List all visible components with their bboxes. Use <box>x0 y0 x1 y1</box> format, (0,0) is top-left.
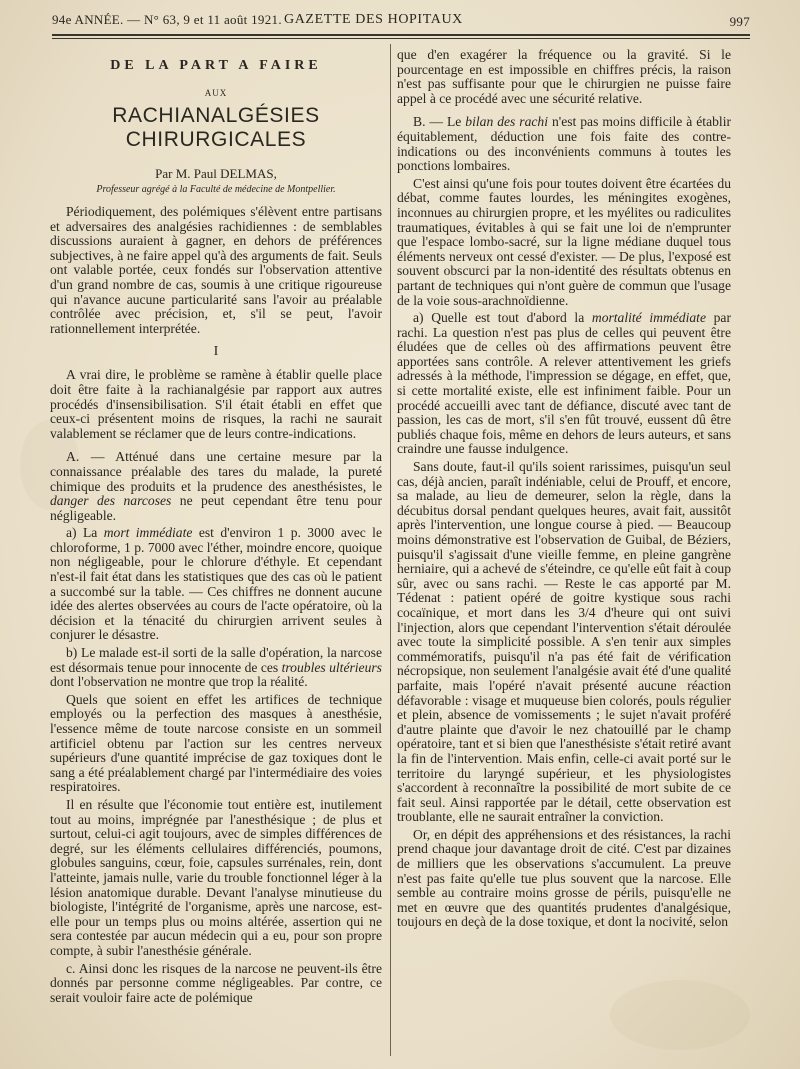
header-rule <box>52 34 750 39</box>
right-column <box>397 48 731 933</box>
article-kicker: DE LA PART A FAIRE <box>110 58 322 73</box>
text-run: n'est pas moins difficile à établir équitablement, déduction une fois faite des contre-indications ou des inconvénients communs à toutes les ponctions lombaires. <box>397 114 731 174</box>
paragraph <box>397 115 731 173</box>
paragraph: c. Ainsi donc les risques de la narcose ne peuvent-ils être donnés par personne comme négligeables. Par contre, ce serait vouloir faire acte de polémique <box>50 960 382 1005</box>
issue-info: 94e ANNÉE. — N° 63, 9 et 11 août 1921. <box>52 12 282 27</box>
text-run: est d'environ 1 p. 3000 avec le chloroforme, 1 p. 7000 avec l'éther, moindre encore, quoique non négligeable, pour le chlorure d'éthyle. Et cependant n'est-il fait état dans les statistiques que des cas où le patient a succombé sur la table. — Ces chiffres ne donnent aucune idée des alertes observées au cours de l'acte opératoire, où la décision et la ténacité du chirurgien arrivent seules à conjurer le désastre. <box>50 525 382 643</box>
paragraph: Sans doute, faut-il qu'ils soient rarissimes, puisqu'un seul cas, déjà ancien, paraît indéniable, celui de Prouff, et encore, sa malade, au lieu de demeurer, selon la règle, dans la décubitus dorsal pendant quelques heures, avait fait, aussitôt après l'intervention, une longue course à pied. — Beaucoup moins démonstrative est l'observation de Guibal, de Béziers, puisqu'il s'agissait d'une vieille femme, en pleine gangrène herniaire, qui a achevé de s'éteindre, ce qu'elle eût fait à coup sûr, avec ou sans rachi. — Reste le cas apporté par M. Tédenat : patient opéré de goitre kystique sous rachi cocaïnique, et mort dans les 3/4 d'heure qui ont suivi l'injection, alors que cependant l'intervention s'était déroulée avec toute la simplicité possible. A s'en tenir aux simples commémoratifs, puisqu'il n'a pas été fait de vérification nécropsique, non seulement l'analgésie avait été d'une qualité parfaite, mais l'opéré n'avait présenté aucune réaction défavorable : visage et muqueuse bien colorés, pouls régulier et plein, absence de vomissements ; le sujet n'avait proféré d'autre plainte que d'avoir le nez chatouillé par le champ opératoire, tant et si bien que l'anesthésiste s'était retiré avant la fin de l'intervention. Mais enfin, celle-ci avait porté sur le territoire du laryngé supérieur, et les physiologistes s'accordent à reconnaître la possibilité de mort subite de ce fait seul. Ainsi rapportée par le détail, cette observation est troublante, elle ne saurait entraîner la conviction. <box>397 459 731 825</box>
emphasis: troubles ultérieurs <box>281 659 382 675</box>
page-number: 997 <box>729 14 750 29</box>
article-author: Par M. Paul DELMAS, <box>155 166 277 181</box>
paragraph <box>50 450 382 523</box>
text-run: par rachi. La question n'est pas plus de celles qui peuvent être éludées que de celles où des affirmations peuvent être apportées sans contrôle. A relever attentivement les griefs adressés à la méthode, l'impression se dégage, en effet, que, si cette mortalité existe, elle est infiniment faible. Pour un procédé accueilli avec tant de défiance, discuté avec tant de passion, les cas de mort, s'il s'en fût trouvé, eussent dû être publiés chaque fois, même en dehors de leurs auteurs, et sans craindre une fausse indulgence. <box>397 310 731 457</box>
emphasis: bilan des rachi <box>465 114 548 130</box>
paragraph: Il en résulte que l'économie tout entière est, inutilement tout au moins, imprégnée par l'anesthésique ; de plus et surtout, celui-ci agit toujours, avec de simples différences de degré, sur les éléments cellulaires différenciés, poumons, globules sanguins, cœur, foie, capsules surrénales, rein, dont l'atteinte, jamais nulle, varie du trouble fonctionnel léger à la lésion anatomique durable. Devant l'analyse minutieuse du biologiste, l'intégrité de l'organisme, après une narcose, est-elle pour un temps plus ou moins altérée, assertion qui ne sera contestée par aucun médecin qui a eu, pour son propre compte, à subir l'anesthésie générale. <box>50 796 382 958</box>
paragraph <box>50 646 382 690</box>
paragraph <box>397 311 731 457</box>
journal-title: GAZETTE DES HOPITAUX <box>284 12 463 27</box>
emphasis: mort immédiate <box>103 525 193 541</box>
paragraph: C'est ainsi qu'une fois pour toutes doivent être écartées du débat, comme fautes lourdes, les méningites exogènes, inconnues au chirurgien propre, et les myélites ou radiculites traumatiques, évitables à qui se fait une loi de n'emprunter que l'espace lombo-sacré, sur la ligne médiane duquel tous éléments nerveux ont cessé d'exister. — De plus, l'exposé est souvent obscurci par la non-identité des résultats obtenus en partant de techniques qui n'ont guère de commun que l'usage de la voie sous-arachnoïdienne. <box>397 175 731 308</box>
text-run: A. — Atténué dans une certaine mesure par la connaissance préalable des tares du malade, la pureté chimique des produits et la prudence des anesthésistes, le <box>50 449 382 494</box>
paper-stain <box>610 980 750 1050</box>
emphasis: danger des narcoses <box>50 493 172 509</box>
paragraph: que d'en exagérer la fréquence ou la gravité. Si le pourcentage en est impossible en chiffres précis, la raison n'est pas suffisante pour que le chirurgien ne puisse faire appel à ce procédé avec une sécurité relative. <box>397 47 731 106</box>
text-run: b) Le malade est-il sorti de la salle d'opération, la narcose est désormais tenue pour innocente de ces <box>50 645 382 675</box>
paragraph <box>50 526 382 643</box>
text-run: a) La <box>66 525 104 541</box>
text-run: dont l'observation ne montre que trop la réalité. <box>50 674 308 690</box>
text-run: a) Quelle est tout d'abord la <box>413 310 592 326</box>
paragraph: Quels que soient en effet les artifices de technique employés ou la perfection des masques à anesthésie, l'essence même de toute narcose consiste en un sommeil artificiel obtenu par l'action sur les centres nerveux supérieurs d'une quantité imprécise de gaz toxiques dont le sang a été préalablement chargé par l'intermédiaire des voies respiratoires. <box>50 691 382 795</box>
left-column <box>50 48 382 1008</box>
article-aux: AUX <box>204 88 228 98</box>
running-header <box>52 10 750 32</box>
emphasis: mortalité immédiate <box>591 310 706 326</box>
article-title: RACHIANALGÉSIES CHIRURGICALES <box>112 104 320 151</box>
section-number: I <box>213 344 219 360</box>
paragraph: A vrai dire, le problème se ramène à établir quelle place doit être faite à la rachianalgésie par rapport aux autres procédés d'insensibilisation. S'il était établi en effet que ceux-ci présentent moins de risques, la rachi ne saurait valablement se réclamer que de leurs contre-indications. <box>50 367 382 441</box>
paragraph: Périodiquement, des polémiques s'élèvent entre partisans et adversaires des analgésies rachidiennes : de semblables discussions auraient à gagner, en dehors de préférences subjectives, à ne faire appel qu'à des arguments de fait. Seuls ont valable portée, ceux fondés sur l'observation attentive d'un grand nombre de cas, soumis à une critique rigoureuse qui n'avance aucune particularité sans l'avoir au préalable contrôlée avec précision, et, s'il se peut, l'avoir rationnellement interprétée. <box>50 204 382 336</box>
text-run: B. — Le <box>413 114 466 130</box>
column-divider <box>390 44 391 1056</box>
text-run: ne peut cependant être tenu pour négligeable. <box>50 493 382 523</box>
paragraph: Or, en dépit des appréhensions et des résistances, la rachi prend chaque jour davantage droit de cité. C'est par dizaines de milliers que les observations s'accumulent. La preuve n'est pas faite qu'elle tue plus souvent que la narcose. Elle semble au contraire moins grosse de périls, puisqu'elle ne met en œuvre que des quantités prudentes d'analgésique, toujours en deçà de la dose toxique, et dont la nocivité, selon <box>397 826 731 930</box>
author-affiliation: Professeur agrégé à la Faculté de médecine de Montpellier. <box>96 184 336 195</box>
